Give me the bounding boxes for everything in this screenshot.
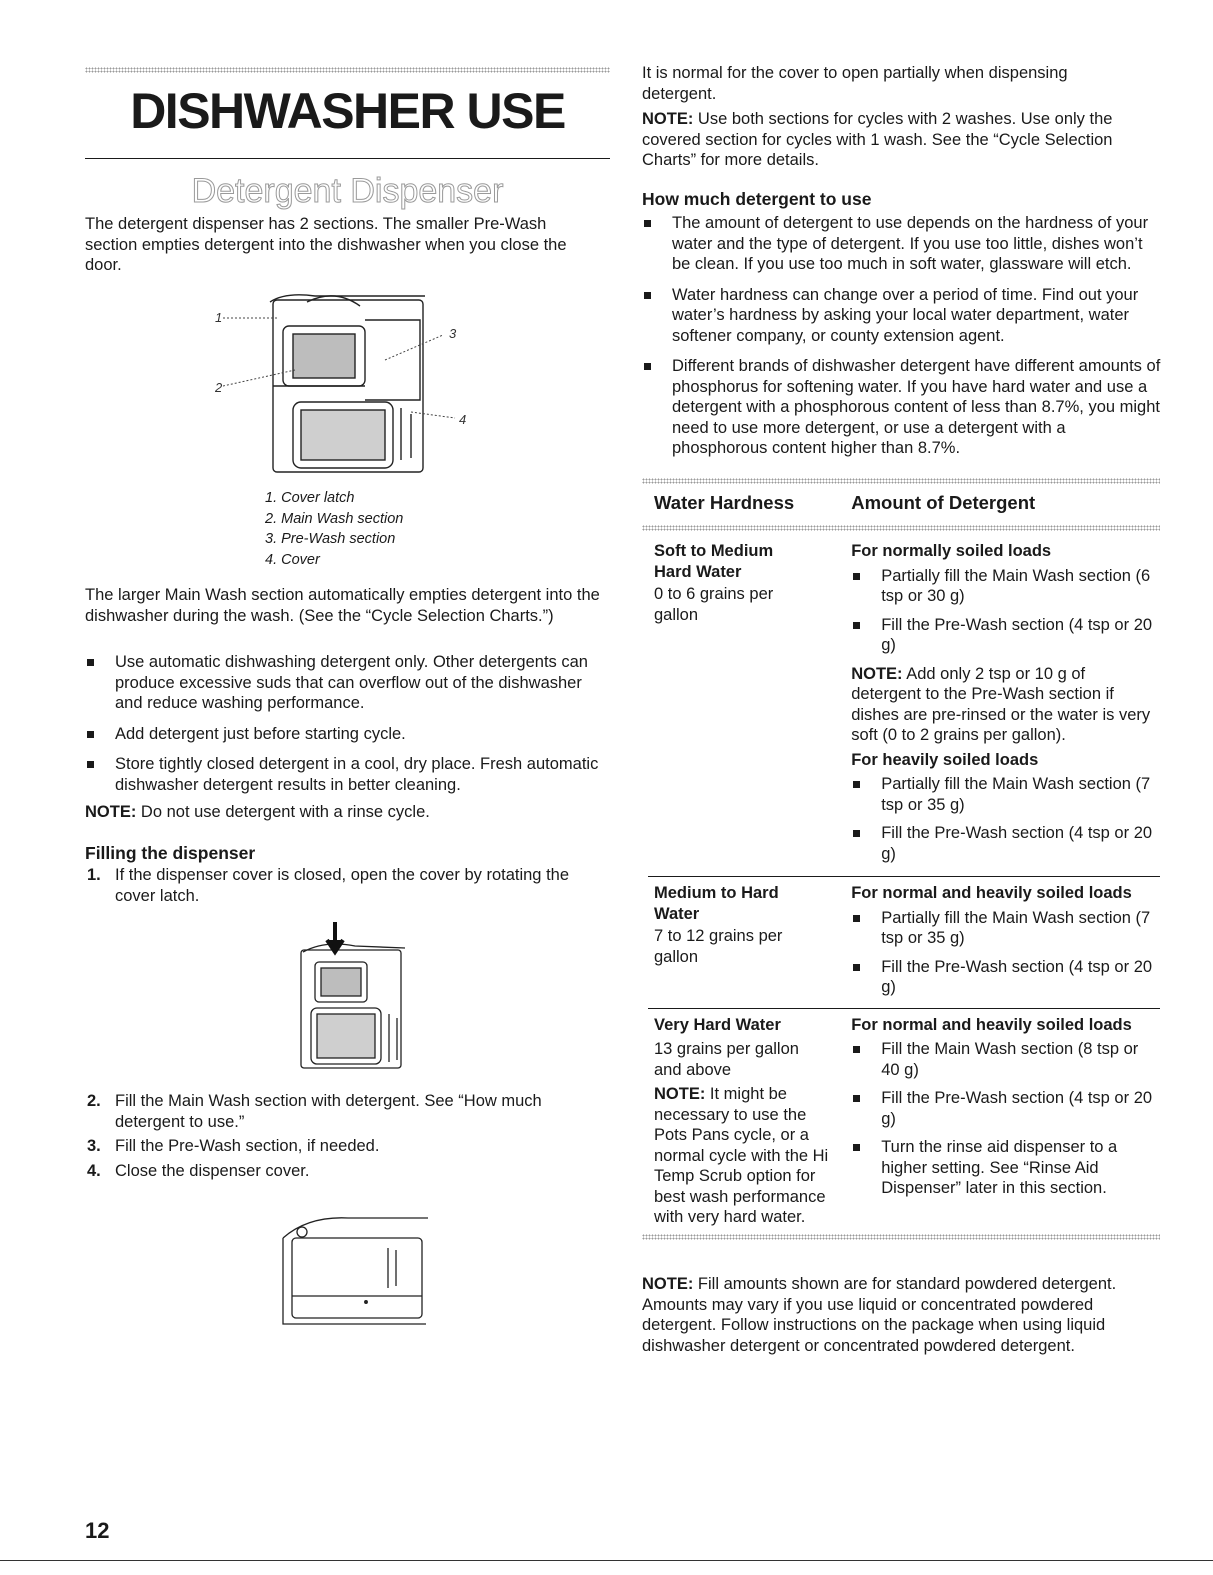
hardness-range: 13 grains per gallon and above: [654, 1040, 799, 1079]
step-text: If the dispenser cover is closed, open the cover by rotating the cover latch.: [115, 866, 570, 905]
figure-captions: [265, 488, 403, 570]
title-rule: [85, 158, 610, 159]
amount-list: [851, 908, 1160, 998]
note-label: NOTE:: [654, 1085, 706, 1103]
row-note: [654, 1084, 832, 1228]
step-number: 2.: [87, 1092, 101, 1110]
load-heading: For normal and heavily soiled loads: [851, 884, 1132, 902]
callout-1: 1: [215, 310, 223, 325]
how-much-bullets: [642, 213, 1162, 469]
open-cover-diagram: [295, 922, 415, 1072]
detergent-bullets: [85, 652, 605, 805]
how-much-heading: How much detergent to use: [642, 189, 872, 209]
note-text: Use both sections for cycles with 2 washes. Use only the covered section for cycles with 1 wash. See the “Cycle Selection Charts” for more details.: [642, 110, 1113, 169]
filling-heading: Filling the dispenser: [85, 843, 256, 863]
dotted-rule: [642, 478, 1160, 484]
hardness-label: Very Hard Water: [654, 1015, 781, 1034]
page-title: DISHWASHER USE: [130, 83, 565, 139]
callout-4: 4: [459, 412, 467, 427]
caption-4: 4. Cover: [265, 551, 320, 568]
list-item: Fill the Main Wash section (8 tsp or 40 g): [851, 1039, 1160, 1080]
hardness-cell: [642, 883, 851, 998]
header-amount: Amount of Detergent: [851, 492, 1036, 513]
table-row: [642, 1015, 1160, 1228]
hardness-label: Medium to Hard Water: [654, 884, 779, 923]
bottom-rule: [0, 1560, 1213, 1561]
hardness-cell: [642, 541, 851, 864]
step-3: [85, 1136, 600, 1157]
note-label: NOTE:: [642, 110, 694, 128]
list-item: Fill the Pre-Wash section (4 tsp or 20 g): [851, 823, 1160, 864]
list-item: Partially fill the Main Wash section (6 tsp or 30 g): [851, 566, 1160, 607]
caption-2: 2. Main Wash section: [265, 510, 404, 527]
list-item: The amount of detergent to use depends on the hardness of your water and the type of detergent. If you use too little, dishes won’t be clean. If you use too much in soft water, glassware will etch.: [642, 213, 1162, 275]
load-heading: For normal and heavily soiled loads: [851, 1015, 1132, 1034]
list-item: Add detergent just before starting cycle.: [85, 724, 605, 745]
step-4: [85, 1161, 600, 1182]
hardness-cell: [642, 1015, 851, 1228]
step-number: 1.: [87, 866, 101, 884]
row-divider: [648, 876, 1160, 877]
amount-list: [851, 1039, 1160, 1199]
callout-2: 2: [215, 380, 223, 395]
main-wash-text: The larger Main Wash section automatically empties detergent into the dishwasher during the wash. (See the “Cycle Selection Charts.”): [85, 586, 600, 625]
table-row: [642, 541, 1160, 864]
caption-3: 3. Pre-Wash section: [265, 531, 396, 547]
note-rinse: [85, 802, 605, 823]
callout-3: 3: [449, 326, 457, 341]
note-fill-amounts: [642, 1274, 1162, 1356]
amount-cell: [851, 1015, 1160, 1228]
step-1-list: [85, 865, 595, 906]
amount-list: [851, 774, 1160, 864]
hardness-range: 0 to 6 grains per gallon: [654, 585, 774, 624]
step-number: 3.: [87, 1137, 101, 1155]
note-text: Do not use detergent with a rinse cycle.: [136, 803, 430, 821]
step-1: [85, 865, 595, 906]
amount-cell: [851, 541, 1160, 864]
step-text: Fill the Main Wash section with detergent. See “How much detergent to use.”: [115, 1092, 542, 1131]
closed-cover-diagram: [278, 1208, 428, 1328]
dotted-rule: [642, 1234, 1160, 1240]
step-2: [85, 1091, 600, 1132]
load-heading: For heavily soiled loads: [851, 750, 1039, 769]
list-item: Partially fill the Main Wash section (7 tsp or 35 g): [851, 774, 1160, 815]
note-label: NOTE:: [851, 664, 903, 683]
note-text: Add only 2 tsp or 10 g of detergent to the Pre-Wash section if dishes are pre-rinsed or the water is very soft (0 to 2 grains per gallon).: [851, 664, 1151, 744]
list-item: Fill the Pre-Wash section (4 tsp or 20 g): [851, 1088, 1160, 1129]
list-item: Turn the rinse aid dispenser to a higher setting. See “Rinse Aid Dispenser” later in this section.: [851, 1137, 1160, 1199]
dispenser-diagram: [215, 290, 485, 475]
note-text: It might be necessary to use the Pots Pans cycle, or a normal cycle with the Hi Temp Scrub option for best wash performance with very hard water.: [654, 1085, 829, 1226]
steps-list: [85, 1091, 600, 1181]
note-sections: [642, 109, 1162, 171]
intro-text: The detergent dispenser has 2 sections. The smaller Pre-Wash section empties detergent into the dishwasher when you close the door.: [85, 215, 567, 274]
list-item: Store tightly closed detergent in a cool, dry place. Fresh automatic dishwasher detergent results in better cleaning.: [85, 754, 605, 795]
row-note: [851, 664, 1151, 746]
hardness-label: Soft to Medium Hard Water: [654, 542, 774, 581]
note-label: NOTE:: [642, 1275, 694, 1293]
arrow-down-icon: [327, 922, 343, 952]
list-item: Partially fill the Main Wash section (7 tsp or 35 g): [851, 908, 1160, 949]
section-title: Detergent Dispenser: [191, 172, 504, 210]
dotted-rule: [642, 525, 1160, 531]
hardness-range: 7 to 12 grains per gallon: [654, 927, 783, 966]
table-header: [642, 491, 1160, 515]
step-number: 4.: [87, 1161, 101, 1180]
list-item: Water hardness can change over a period of time. Find out your water’s hardness by asking your local water department, water softener company, or county extension agent.: [642, 285, 1162, 347]
step-text: Close the dispenser cover.: [115, 1161, 310, 1180]
note-text: Fill amounts shown are for standard powdered detergent. Amounts may vary if you use liquid or concentrated powdered detergent. Follow instructions on the package when using liquid dishwasher detergent or concentrated powdered detergent.: [642, 1275, 1117, 1355]
amount-cell: [851, 883, 1160, 998]
list-item: Fill the Pre-Wash section (4 tsp or 20 g): [851, 615, 1160, 656]
caption-1: 1. Cover latch: [265, 490, 355, 506]
note-label: NOTE:: [85, 803, 137, 821]
row-divider: [648, 1008, 1160, 1009]
amount-list: [851, 566, 1160, 656]
header-hardness: Water Hardness: [654, 492, 795, 513]
load-heading: For normally soiled loads: [851, 542, 1052, 560]
list-item: Use automatic dishwashing detergent only. Other detergents can produce excessive suds that can overflow out of the dishwasher and reduce washing performance.: [85, 652, 605, 714]
dispenser-figure: [215, 290, 485, 475]
normal-cover-text: It is normal for the cover to open partially when dispensing detergent.: [642, 64, 1068, 103]
step-text: Fill the Pre-Wash section, if needed.: [115, 1137, 380, 1155]
list-item: Fill the Pre-Wash section (4 tsp or 20 g): [851, 957, 1160, 998]
open-cover-figure: [295, 922, 415, 1072]
table-row: [642, 883, 1160, 998]
list-item: Different brands of dishwasher detergent have different amounts of phosphorus for softening water. If you have hard water and use a detergent with a phosphorous content of less than 8.7%, you might need to use more detergent, or use a detergent with a phosphorous content higher than 8.7%.: [642, 356, 1162, 459]
page-number: 12: [85, 1518, 110, 1543]
dotted-rule: [85, 67, 610, 73]
closed-cover-figure: [278, 1208, 428, 1328]
hardness-table: [642, 478, 1160, 1240]
